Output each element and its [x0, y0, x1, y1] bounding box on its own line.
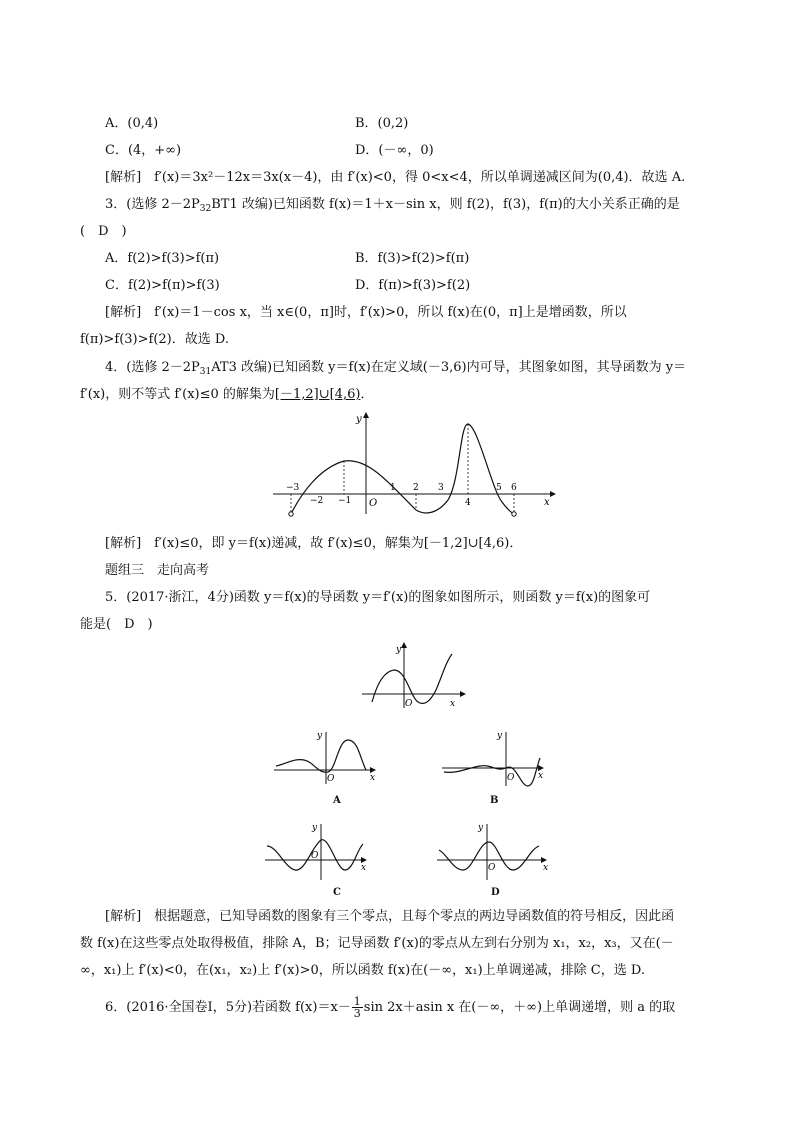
- q5-analysis-line1: [解析] 根据题意，已知导函数的图象有三个零点，且每个零点的两边导函数值的符号相反，因此函: [105, 909, 675, 924]
- q3-stem-line1: [105, 196, 680, 218]
- q4-tick-minus3: −3: [286, 483, 300, 493]
- q5-caption-b: B: [490, 795, 499, 806]
- q4-answer: [－1,2]∪[4,6): [274, 387, 361, 402]
- q5-main-x-label: x: [450, 699, 456, 709]
- section-title: 题组三 走向高考: [105, 563, 210, 578]
- q3-stem-subscript: 32: [199, 204, 212, 214]
- q4-y-arrow-icon: [363, 412, 369, 418]
- q2-option-d: D．(－∞，0): [355, 143, 434, 158]
- q4-tick-1: 1: [390, 483, 396, 493]
- q5-stem-line2: 能是( D ): [80, 617, 153, 632]
- q6-stem-part2: sin 2x＋asin x 在(－∞，＋∞)上单调递增，则 a 的取: [363, 1000, 676, 1015]
- q5-b-x-label: x: [538, 771, 544, 781]
- q6-stem-part1: 6．(2016·全国卷Ⅰ，5分)若函数 f(x)＝x－: [105, 1000, 351, 1015]
- q4-analysis: [解析] f′(x)≤0，即 y＝f(x)递减，故 f′(x)≤0，解集为[－1,2]∪[4,6)．: [105, 536, 523, 551]
- q5-b-curve: [444, 758, 540, 786]
- q6-stem: [105, 996, 675, 1019]
- q4-stem-subscript: 31: [199, 367, 212, 377]
- q4-tick-3: 3: [438, 483, 444, 493]
- q5-d-origin: O: [488, 863, 496, 873]
- q5-d-x-label: x: [543, 863, 549, 873]
- q4-open-endpoint-left: [289, 512, 293, 516]
- q4-x-arrow-icon: [550, 491, 556, 497]
- q3-option-d: D．f(π)>f(3)>f(2): [355, 278, 471, 293]
- q3-analysis-line1: [解析] f′(x)＝1－cos x，当 x∈(0，π]时，f′(x)>0，所以 f(x)在(0，π]上是增函数，所以: [105, 305, 627, 320]
- q5-analysis-line3: ∞，x₁)上 f′(x)<0，在(x₁，x₂)上 f′(x)>0，所以函数 f(x)在(－∞，x₁)上单调递减，排除 C，选 D.: [80, 963, 645, 978]
- q3-option-b: B．f(3)>f(2)>f(π): [355, 251, 470, 266]
- q4-stem-line1: [105, 359, 686, 381]
- q2-option-b: B．(0,2): [355, 116, 409, 131]
- q5-c-x-label: x: [361, 863, 367, 873]
- q5-caption-d: D: [491, 887, 500, 898]
- q3-answer-bracket: ( D ): [80, 224, 127, 239]
- q4-tick-5: 5: [496, 483, 502, 493]
- q4-curve: [291, 424, 514, 514]
- q4-stem-line2: [80, 386, 373, 404]
- q5-option-b-graph: [440, 728, 550, 790]
- q5-option-d-graph: [435, 820, 555, 884]
- q4-stem-part2: AT3 改编)已知函数 y＝f(x)在定义域(－3,6)内可导，其图象如图，其导函数为 y＝: [211, 360, 687, 375]
- q4-stem-part1: 4．(选修 2－2P: [105, 360, 200, 375]
- q3-option-c: C．f(2)>f(π)>f(3): [105, 278, 220, 293]
- q4-function-graph: [268, 410, 558, 522]
- q5-b-y-label: y: [497, 731, 503, 741]
- q2-option-c: C．(4，+∞): [105, 143, 182, 158]
- q4-origin-label: O: [369, 498, 378, 509]
- q5-derivative-graph: [360, 640, 470, 712]
- q5-a-origin: O: [327, 774, 335, 784]
- q5-c-origin: O: [311, 851, 319, 861]
- q4-y-label: y: [356, 414, 362, 425]
- q5-stem-line1: 5．(2017·浙江，4分)函数 y＝f(x)的导函数 y＝f′(x)的图象如图所示，则函数 y＝f(x)的图象可: [105, 590, 651, 605]
- q5-derivative-curve: [372, 654, 452, 704]
- q5-d-y-label: y: [478, 823, 484, 833]
- q5-a-y-label: y: [317, 731, 323, 741]
- q4-stem-part4: ．: [360, 387, 374, 402]
- q3-analysis-line2: f(π)>f(3)>f(2)．故选 D.: [80, 332, 229, 347]
- q4-tick-2: 2: [413, 483, 419, 493]
- q5-caption-a: A: [333, 795, 341, 806]
- q4-x-label: x: [544, 497, 550, 508]
- q4-tick-minus2: −2: [310, 496, 324, 506]
- q4-open-endpoint-right: [512, 512, 516, 516]
- q4-tick-minus1: −1: [338, 496, 352, 506]
- q5-a-curve: [276, 740, 366, 772]
- q3-stem-part1: 3．(选修 2－2P: [105, 197, 200, 212]
- q6-fraction: [352, 996, 363, 1019]
- q6-fraction-denominator: 3: [353, 1007, 361, 1020]
- q5-main-y-arrow-icon: [401, 642, 407, 648]
- q5-main-y-label: y: [396, 645, 402, 655]
- q5-option-a-graph: [272, 728, 382, 790]
- q5-main-origin: O: [405, 699, 413, 709]
- q2-option-a: A．(0,4): [105, 116, 159, 131]
- q5-c-y-label: y: [312, 823, 318, 833]
- q4-tick-6: 6: [511, 483, 517, 493]
- q3-stem-part2: BT1 改编)已知函数 f(x)＝1＋x－sin x，则 f(2)，f(3)，f(π)的大小关系正确的是: [211, 197, 680, 212]
- q4-stem-part3: f′(x)，则不等式 f′(x)≤0 的解集为: [80, 387, 275, 402]
- q2-analysis: [解析] f′(x)＝3x²－12x＝3x(x－4)，由 f′(x)<0，得 0<x<4，所以单调递减区间为(0,4)．故选 A.: [105, 170, 686, 185]
- q5-main-x-arrow-icon: [460, 691, 466, 697]
- q3-option-a: A．f(2)>f(3)>f(π): [105, 251, 220, 266]
- q5-caption-c: C: [333, 887, 341, 898]
- q5-option-c-graph: [263, 820, 373, 884]
- q4-tick-4: 4: [465, 498, 471, 508]
- q5-b-origin: O: [507, 773, 515, 783]
- q5-a-x-label: x: [370, 773, 376, 783]
- q6-fraction-numerator: 1: [353, 995, 361, 1008]
- q5-analysis-line2: 数 f(x)在这些零点处取得极值，排除 A，B；记导函数 f′(x)的零点从左到右分别为 x₁，x₂，x₃，又在(－: [80, 936, 674, 951]
